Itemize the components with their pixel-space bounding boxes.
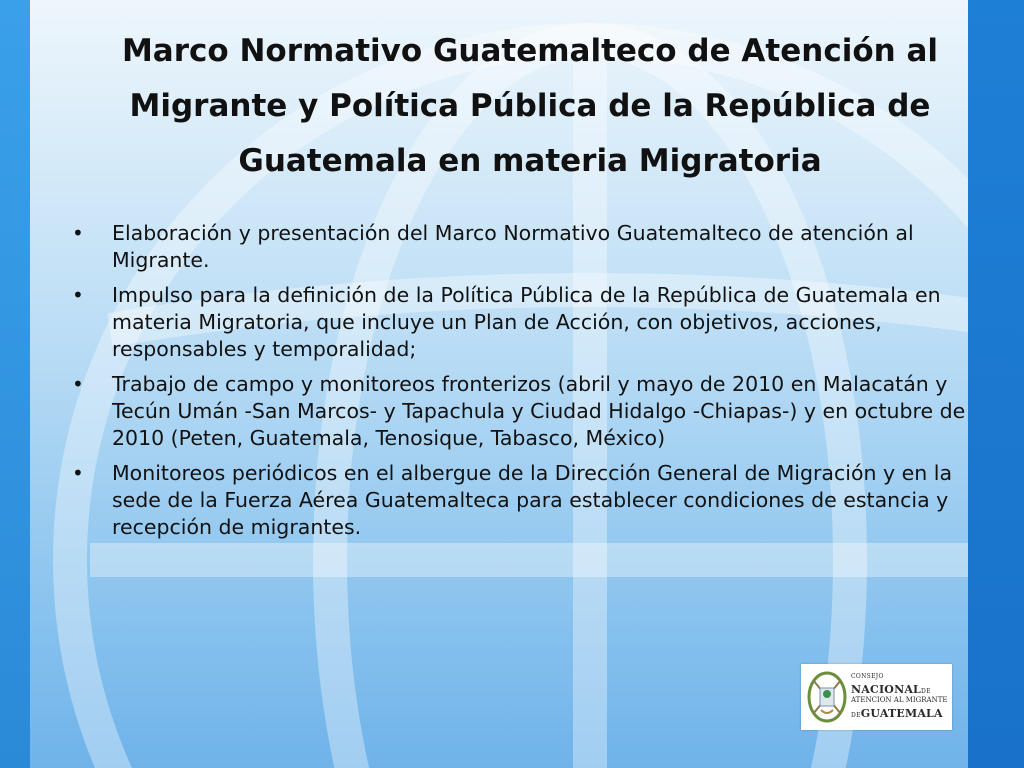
bullet-dot: • <box>72 283 84 307</box>
bullet-dot: • <box>72 221 84 245</box>
list-item <box>62 220 968 274</box>
right-edge-band <box>968 0 1024 768</box>
logo-line-4: DEGUATEMALA <box>851 707 943 721</box>
logo-wordmark <box>851 674 951 721</box>
list-item <box>62 460 968 541</box>
bullet-text: Impulso para la definición de la Política Pública de la República de Guatemala en materia Migratoria, que incluye un Plan de Acción, con objetivos, acciones, responsables y temporalidad; <box>112 283 941 361</box>
slide-title: Marco Normativo Guatemalteco de Atención al Migrante y Política Pública de la República de Guatemala en materia Migratoria <box>121 33 939 179</box>
left-edge-band <box>0 0 30 768</box>
bullet-dot: • <box>72 372 84 396</box>
list-item <box>62 282 968 363</box>
council-logo <box>801 664 952 730</box>
coat-of-arms-icon <box>807 670 847 724</box>
logo-line-3: ATENCION AL MIGRANTE <box>851 696 948 705</box>
bullet-text: Elaboración y presentación del Marco Normativo Guatemalteco de atención al Migrante. <box>112 221 914 272</box>
bullet-dot: • <box>72 461 84 485</box>
logo-line-2: NACIONALDE <box>851 683 931 697</box>
bullet-text: Monitoreos periódicos en el albergue de la Dirección General de Migración y en la sede de la Fuerza Aérea Guatemalteca para establecer condiciones de estancia y recepción de migrantes. <box>112 461 953 539</box>
content-panel <box>30 0 968 768</box>
bullet-list <box>62 220 968 549</box>
logo-line-1: CONSEJO <box>851 673 884 680</box>
list-item <box>62 371 968 452</box>
bullet-text: Trabajo de campo y monitoreos fronterizos (abril y mayo de 2010 en Malacatán y Tecún Umán -San Marcos- y Tapachula y Ciudad Hidalgo -Chiapas-) y en octubre de 2010 (Peten, Guatemala, Tenosique, Tabasco, México) <box>112 372 966 450</box>
